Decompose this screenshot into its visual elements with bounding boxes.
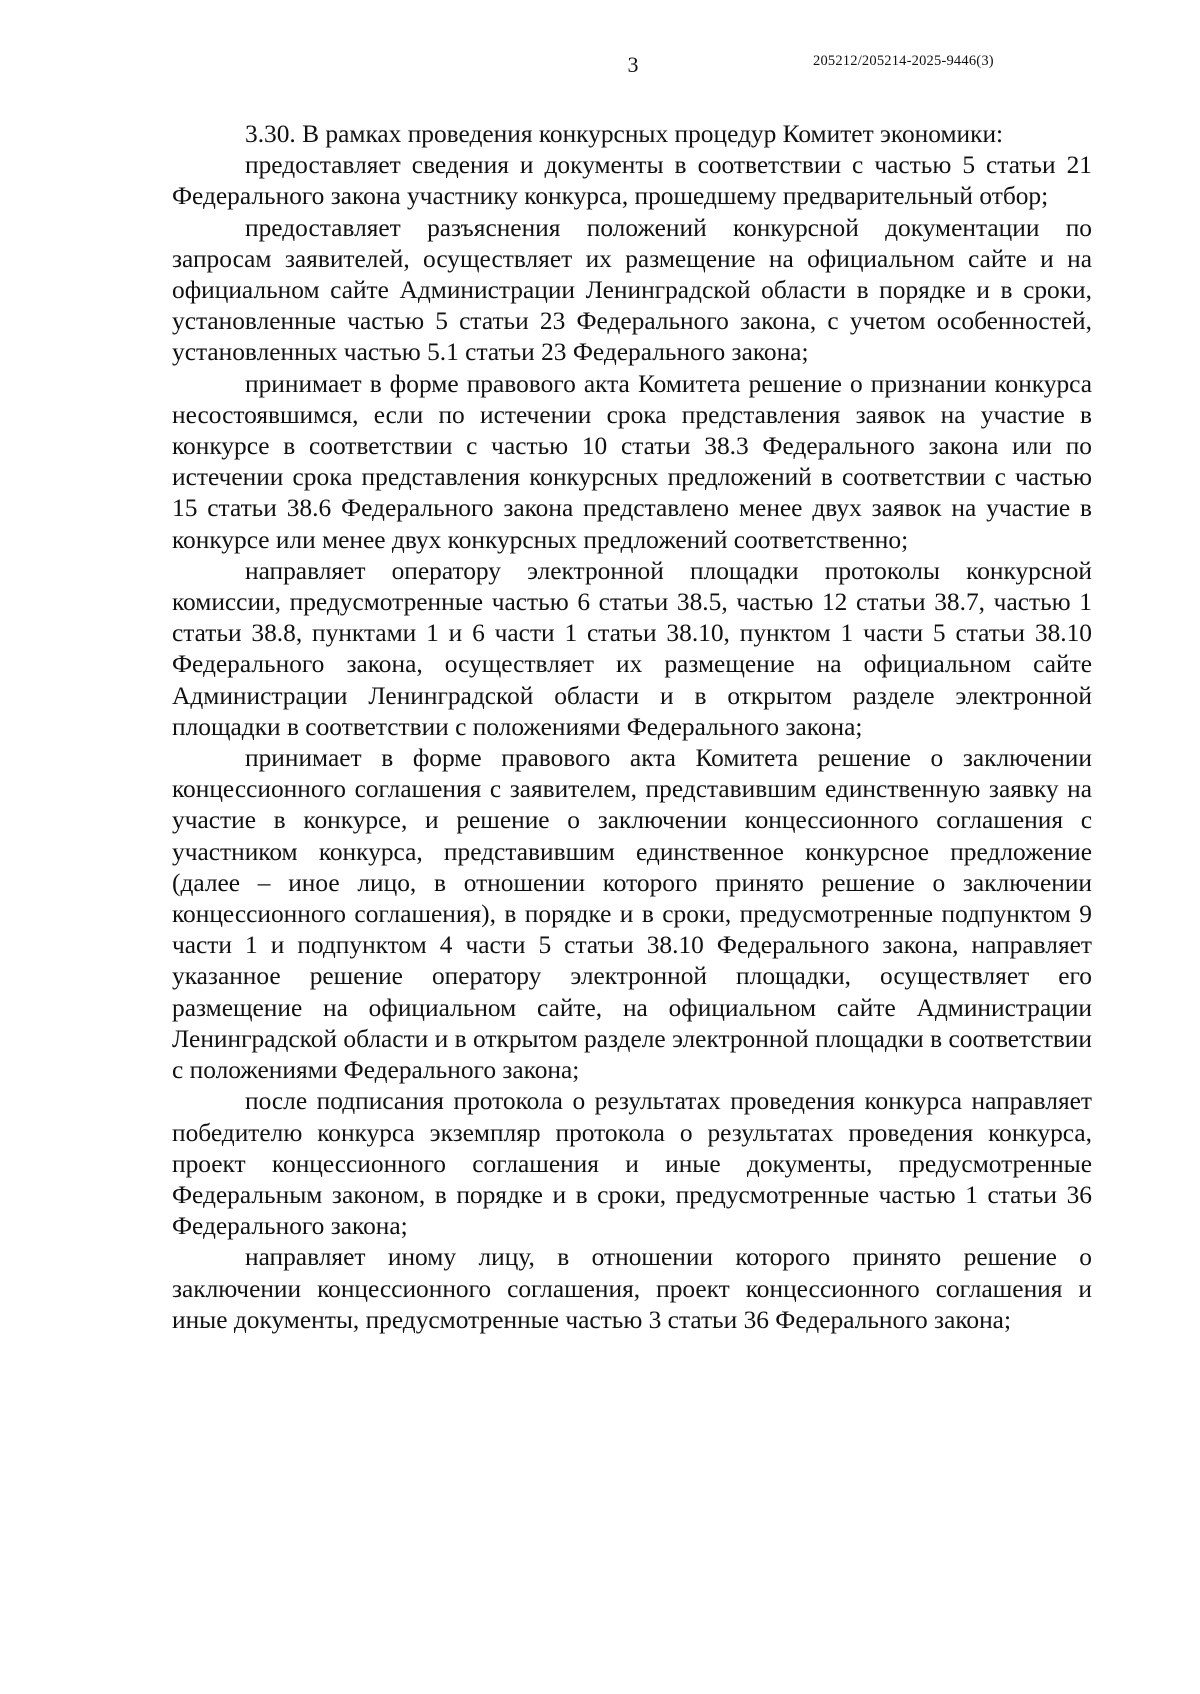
document-id: 205212/205214-2025-9446(3) [813,53,994,69]
document-body [172,119,1092,1336]
paragraph: направляет оператору электронной площадки протоколы конкурсной комиссии, предусмотренные частью 6 статьи 38.5, частью 12 статьи 38.7, частью 1 статьи 38.8, пунктами 1 и 6 части 1 статьи 38.10, пунктом 1 части 5 статьи 38.10 Федерального закона, осуществляет их размещение на официальном сайте Администрации Ленинградской области и в открытом разделе электронной площадки в соответствии с положениями Федерального закона; [172,556,1092,741]
paragraph: предоставляет сведения и документы в соответствии с частью 5 статьи 21 Федерального закона участнику конкурса, прошедшему предварительный отбор; [172,151,1092,211]
paragraph: направляет иному лицу, в отношении которого принято решение о заключении концессионного соглашения, проект концессионного соглашения и иные документы, предусмотренные частью 3 статьи 36 Федерального закона; [172,1243,1092,1334]
paragraph: принимает в форме правового акта Комитета решение о признании конкурса несостоявшимся, если по истечении срока представления заявок на участие в конкурсе в соответствии с частью 10 статьи 38.3 Федерального закона или по истечении срока представления конкурсных предложений в соответствии с частью 15 статьи 38.6 Федерального закона представлено менее двух заявок на участие в конкурсе или менее двух конкурсных предложений соответственно; [172,369,1092,554]
paragraph: предоставляет разъяснения положений конкурсной документации по запросам заявителей, осуществляет их размещение на официальном сайте и на официальном сайте Администрации Ленинградской области в порядке и в сроки, установленные частью 5 статьи 23 Федерального закона, с учетом особенностей, установленных частью 5.1 статьи 23 Федерального закона; [172,213,1092,367]
page-number: 3 [627,52,639,77]
paragraph: после подписания протокола о результатах проведения конкурса направляет победителю конкурса экземпляр протокола о результатах проведения конкурса, проект концессионного соглашения и иные документы, предусмотренные Федеральным законом, в порядке и в сроки, предусмотренные частью 1 статьи 36 Федерального закона; [172,1087,1092,1241]
paragraph-section-heading: 3.30. В рамках проведения конкурсных процедур Комитет экономики: [245,120,1004,148]
paragraph: принимает в форме правового акта Комитета решение о заключении концессионного соглашения с заявителем, представившим единственную заявку на участие в конкурсе, и решение о заключении концессионного соглашения с участником конкурса, представившим единственное конкурсное предложение (далее – иное лицо, в отношении которого принято решение о заключении концессионного соглашения), в порядке и в сроки, предусмотренные подпунктом 9 части 1 и подпунктом 4 части 5 статьи 38.10 Федерального закона, направляет указанное решение оператору электронной площадки, осуществляет его размещение на официальном сайте, на официальном сайте Администрации Ленинградской области и в открытом разделе электронной площадки в соответствии с положениями Федерального закона; [172,744,1092,1085]
